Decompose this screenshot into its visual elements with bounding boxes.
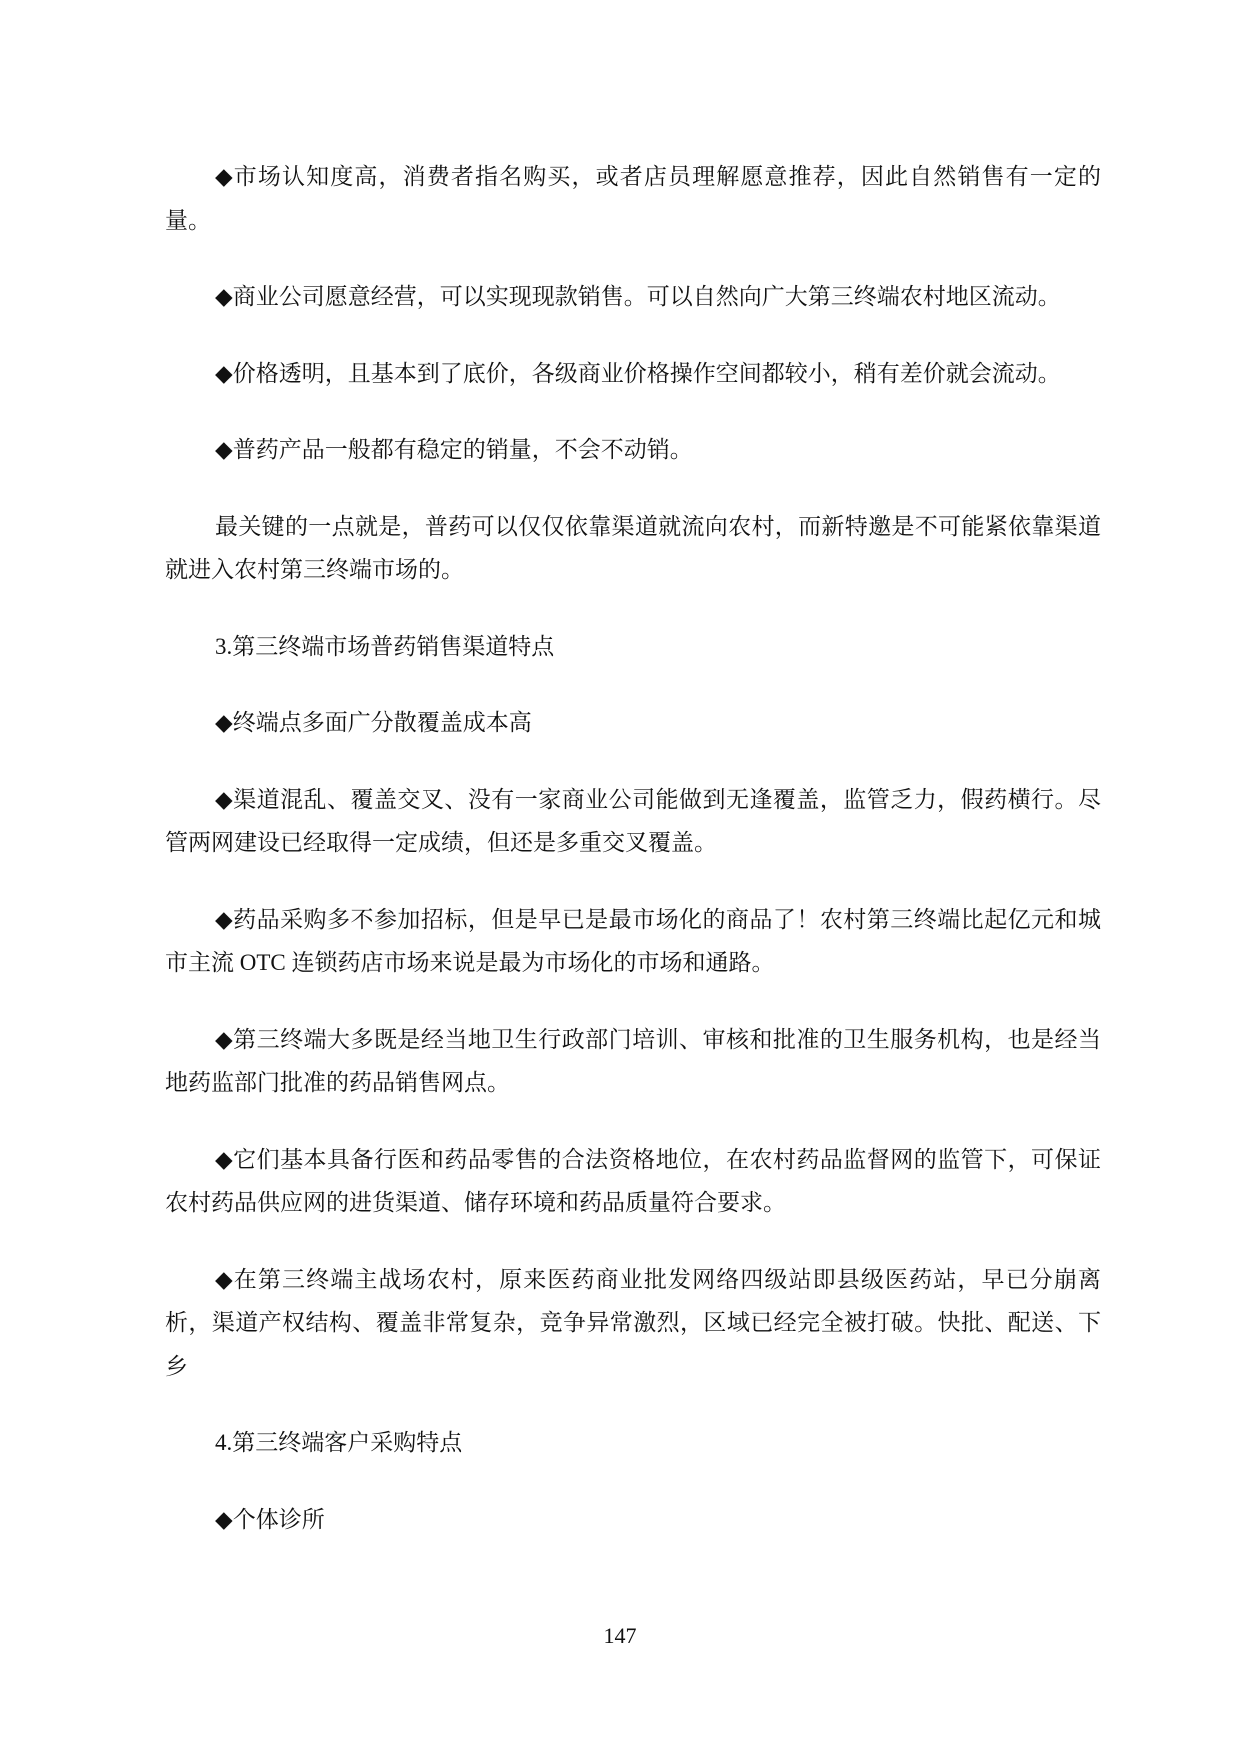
document-body	[165, 155, 1101, 1574]
paragraph-bullet: ◆市场认知度高，消费者指名购买，或者店员理解愿意推荐，因此自然销售有一定的量。	[165, 164, 1101, 233]
page-number: 147	[603, 1623, 637, 1648]
paragraph-bullet: ◆价格透明，且基本到了底价，各级商业价格操作空间都较小，稍有差价就会流动。	[215, 360, 1061, 386]
paragraph-bullet: ◆个体诊所	[215, 1506, 325, 1532]
paragraph-bullet: ◆它们基本具备行医和药品零售的合法资格地位，在农村药品监督网的监管下，可保证农村药品供应网的进货渠道、储存环境和药品质量符合要求。	[165, 1146, 1101, 1215]
paragraph-bullet: ◆在第三终端主战场农村，原来医药商业批发网络四级站即县级医药站，早已分崩离析，渠道产权结构、覆盖非常复杂，竞争异常激烈，区域已经完全被打破。快批、配送、下乡	[165, 1266, 1101, 1379]
paragraph-bullet: ◆渠道混乱、覆盖交叉、没有一家商业公司能做到无逢覆盖，监管乏力，假药横行。尽管两网建设已经取得一定成绩，但还是多重交叉覆盖。	[165, 786, 1101, 855]
paragraph-heading: 4.第三终端客户采购特点	[215, 1430, 463, 1455]
paragraph-bullet: ◆普药产品一般都有稳定的销量，不会不动销。	[215, 437, 693, 462]
paragraph-bullet: ◆商业公司愿意经营，可以实现现款销售。可以自然向广大第三终端农村地区流动。	[215, 284, 1061, 309]
paragraph-heading: 3.第三终端市场普药销售渠道特点	[215, 633, 555, 659]
paragraph-bullet: ◆第三终端大多既是经当地卫生行政部门培训、审核和批准的卫生服务机构，也是经当地药监部门批准的药品销售网点。	[165, 1026, 1101, 1095]
paragraph-bullet: ◆终端点多面广分散覆盖成本高	[215, 710, 532, 735]
paragraph-bullet: ◆药品采购多不参加招标，但是早已是最市场化的商品了！农村第三终端比起亿元和城市主流 OTC 连锁药店市场来说是最为市场化的市场和通路。	[165, 906, 1101, 975]
paragraph-body: 最关键的一点就是，普药可以仅仅依靠渠道就流向农村，而新特邀是不可能紧依靠渠道就进入农村第三终端市场的。	[165, 513, 1101, 582]
